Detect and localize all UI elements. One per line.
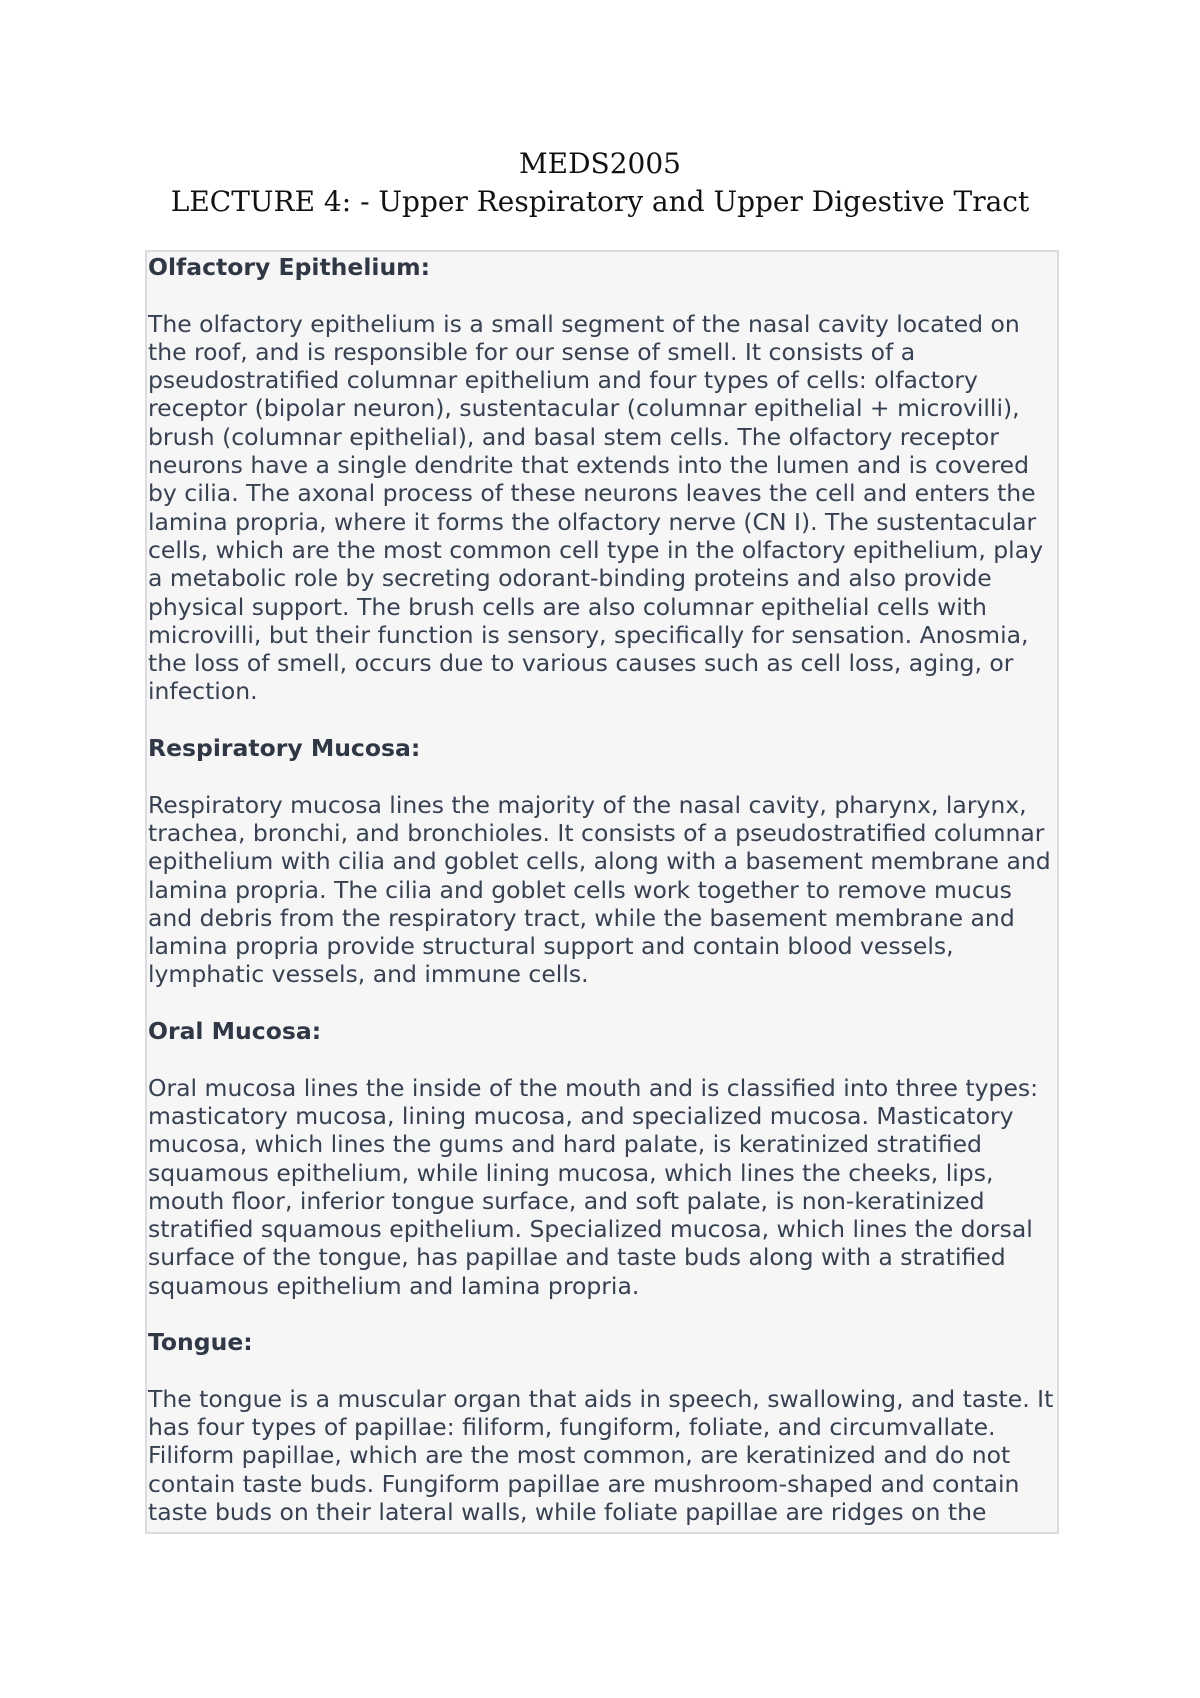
course-code: MEDS2005: [519, 147, 681, 180]
section-body: The tongue is a muscular organ that aids in speech, swallowing, and taste. It has four types of papillae: filiform, fungiform, foliate, and circumvallate. Filiform papillae, which are the most common, are keratinized and do not contain taste buds. Fungiform papillae are mushroom-shaped and contain taste buds on their lateral walls, while foliate papillae are ridges on the: [148, 1384, 1054, 1527]
section-oral-mucosa: [148, 1017, 1057, 1300]
section-heading: Oral Mucosa:: [148, 1017, 322, 1046]
page-header: [0, 146, 1200, 220]
lecture-title: LECTURE 4: - Upper Respiratory and Upper Digestive Tract: [170, 185, 1030, 218]
section-heading: Respiratory Mucosa:: [148, 734, 421, 763]
section-respiratory-mucosa: [148, 734, 1057, 989]
section-body: The olfactory epithelium is a small segment of the nasal cavity located on the roof, and is responsible for our sense of smell. It consists of a pseudostratified columnar epithelium and four types of cells: olfactory receptor (bipolar neuron), sustentacular (columnar epithelial + microvilli), brush (columnar epithelial), and basal stem cells. The olfactory receptor neurons have a single dendrite that extends into the lumen and is covered by cilia. The axonal process of these neurons leaves the cell and enters the lamina propria, where it forms the olfactory nerve (CN I). The sustentacular cells, which are the most common cell type in the olfactory epithelium, play a metabolic role by secreting odorant-binding proteins and also provide physical support. The brush cells are also columnar epithelial cells with microvilli, but their function is sensory, specifically for sensation. Anosmia, the loss of smell, occurs due to various causes such as cell loss, aging, or infection.: [148, 309, 1044, 706]
section-olfactory-epithelium: [148, 253, 1057, 706]
section-body: Oral mucosa lines the inside of the mouth and is classified into three types: masticatory mucosa, lining mucosa, and specialized mucosa. Masticatory mucosa, which lines the gums and hard palate, is keratinized stratified squamous epithelium, while lining mucosa, which lines the cheeks, lips, mouth floor, inferior tongue surface, and soft palate, is non-keratinized stratified squamous epithelium. Specialized mucosa, which lines the dorsal surface of the tongue, has papillae and taste buds along with a stratified squamous epithelium and lamina propria.: [148, 1073, 1039, 1300]
section-heading: Tongue:: [148, 1328, 253, 1357]
notes-content-box: [145, 250, 1059, 1534]
section-tongue: [148, 1328, 1057, 1526]
section-heading: Olfactory Epithelium:: [148, 253, 431, 281]
section-body: Respiratory mucosa lines the majority of the nasal cavity, pharynx, larynx, trachea, bronchi, and bronchioles. It consists of a pseudostratified columnar epithelium with cilia and goblet cells, along with a basement membrane and lamina propria. The cilia and goblet cells work together to remove mucus and debris from the respiratory tract, while the basement membrane and lamina propria provide structural support and contain blood vessels, lymphatic vessels, and immune cells.: [148, 790, 1051, 989]
